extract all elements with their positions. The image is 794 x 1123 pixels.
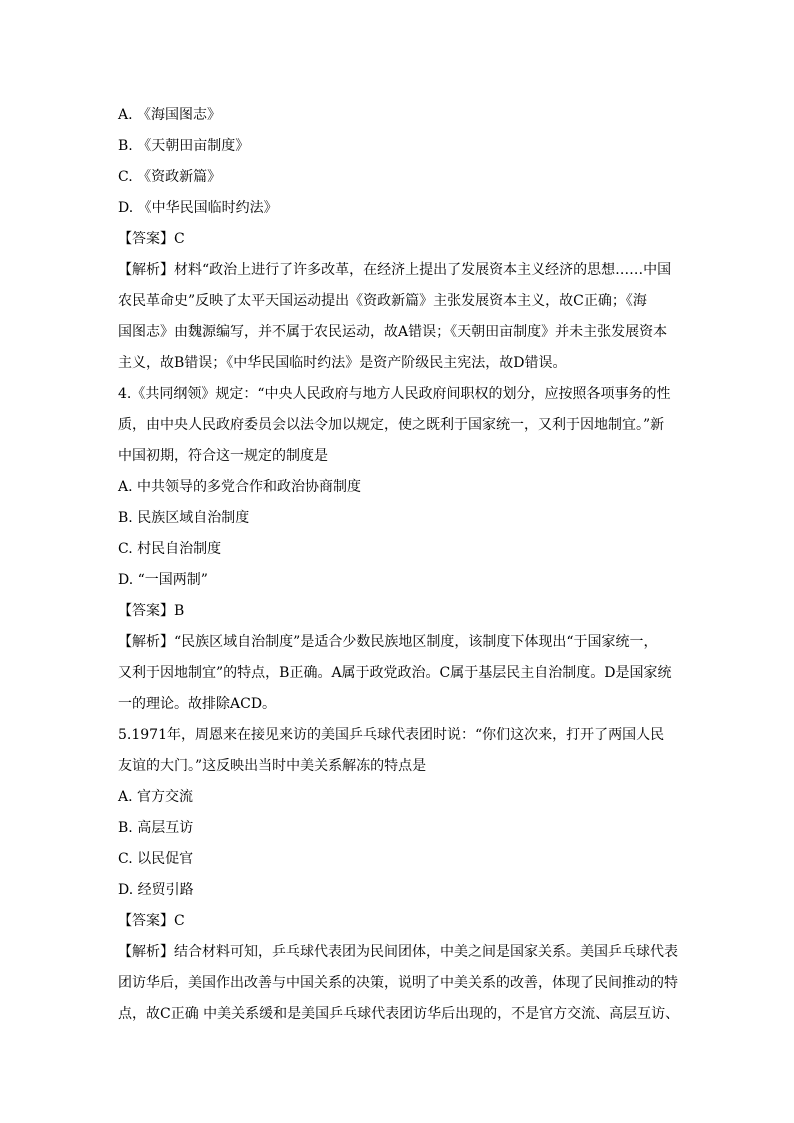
stem-line: 5.1971年，周恩来在接见来访的美国乒乓球代表团时说：“你们这次来，打开了两国人民	[118, 727, 665, 743]
question-5-answer: 【答案】C	[118, 913, 185, 929]
question-3-answer: 【答案】C	[118, 231, 185, 247]
question-3-analysis	[118, 255, 678, 379]
question-4-answer: 【答案】B	[118, 603, 185, 619]
analysis-line: 团访华后，美国作出改善与中国关系的决策，说明了中美关系的改善，体现了民间推动的特	[118, 975, 678, 991]
stem-line: 质，由中央人民政府委员会以法令加以规定，使之既利于国家统一，又利于因地制宜。”新	[118, 417, 665, 433]
option-d: D. 经贸引路	[118, 882, 194, 898]
option-c: C. 以民促官	[118, 851, 194, 867]
analysis-line: 点，故C正确 中美关系缓和是美国乒乓球代表团访华后出现的，不是官方交流、高层互访、	[118, 1006, 680, 1022]
analysis-line: 【解析】“民族区域自治制度”是适合少数民族地区制度，该制度下体现出“于国家统一，	[118, 634, 658, 650]
analysis-line: 农民革命史”反映了太平天国运动提出《资政新篇》主张发展资本主义，故C正确；《海	[118, 293, 647, 309]
option-d: D. “一国两制”	[118, 572, 208, 588]
stem-line: 4.《共同纲领》规定：“中央人民政府与地方人民政府间职权的划分，应按照各项事务的性	[118, 386, 671, 402]
option-a: A. 《海国图志》	[118, 107, 222, 123]
option-b: B. 民族区域自治制度	[118, 510, 250, 526]
analysis-line: 又利于因地制宜”的特点，B正确。A属于政党政治。C属于基层民主自治制度。D是国家统	[118, 665, 672, 681]
stem-line: 中国初期，符合这一规定的制度是	[118, 448, 328, 464]
option-b: B. 高层互访	[118, 820, 194, 836]
option-b: B. 《天朝田亩制度》	[118, 138, 250, 154]
document-page	[118, 100, 678, 1030]
question-5-analysis	[118, 937, 678, 1030]
question-4-options	[118, 472, 678, 596]
stem-line: 友谊的大门。”这反映出当时中美关系解冻的特点是	[118, 758, 427, 774]
question-3-options	[118, 100, 678, 224]
analysis-line: 国图志》由魏源编写，并不属于农民运动，故A错误；《天朝田亩制度》并未主张发展资本	[118, 324, 668, 340]
question-4-analysis	[118, 627, 678, 720]
analysis-line: 主义，故B错误；《中华民国临时约法》是资产阶级民主宪法，故D错误。	[118, 355, 567, 371]
option-d: D. 《中华民国临时约法》	[118, 200, 278, 216]
analysis-line: 一的理论。故排除ACD。	[118, 696, 277, 712]
option-c: C. 村民自治制度	[118, 541, 222, 557]
question-5-stem	[118, 720, 678, 782]
option-a: A. 官方交流	[118, 789, 194, 805]
question-5-options	[118, 782, 678, 906]
option-c: C. 《资政新篇》	[118, 169, 222, 185]
question-4-stem	[118, 379, 678, 472]
analysis-line: 【解析】材料“政治上进行了许多改革，在经济上提出了发展资本主义经济的思想……中国	[118, 262, 672, 278]
option-a: A. 中共领导的多党合作和政治协商制度	[118, 479, 362, 495]
analysis-line: 【解析】结合材料可知，乒乓球代表团为民间团体，中美之间是国家关系。美国乒乓球代表	[118, 944, 678, 960]
